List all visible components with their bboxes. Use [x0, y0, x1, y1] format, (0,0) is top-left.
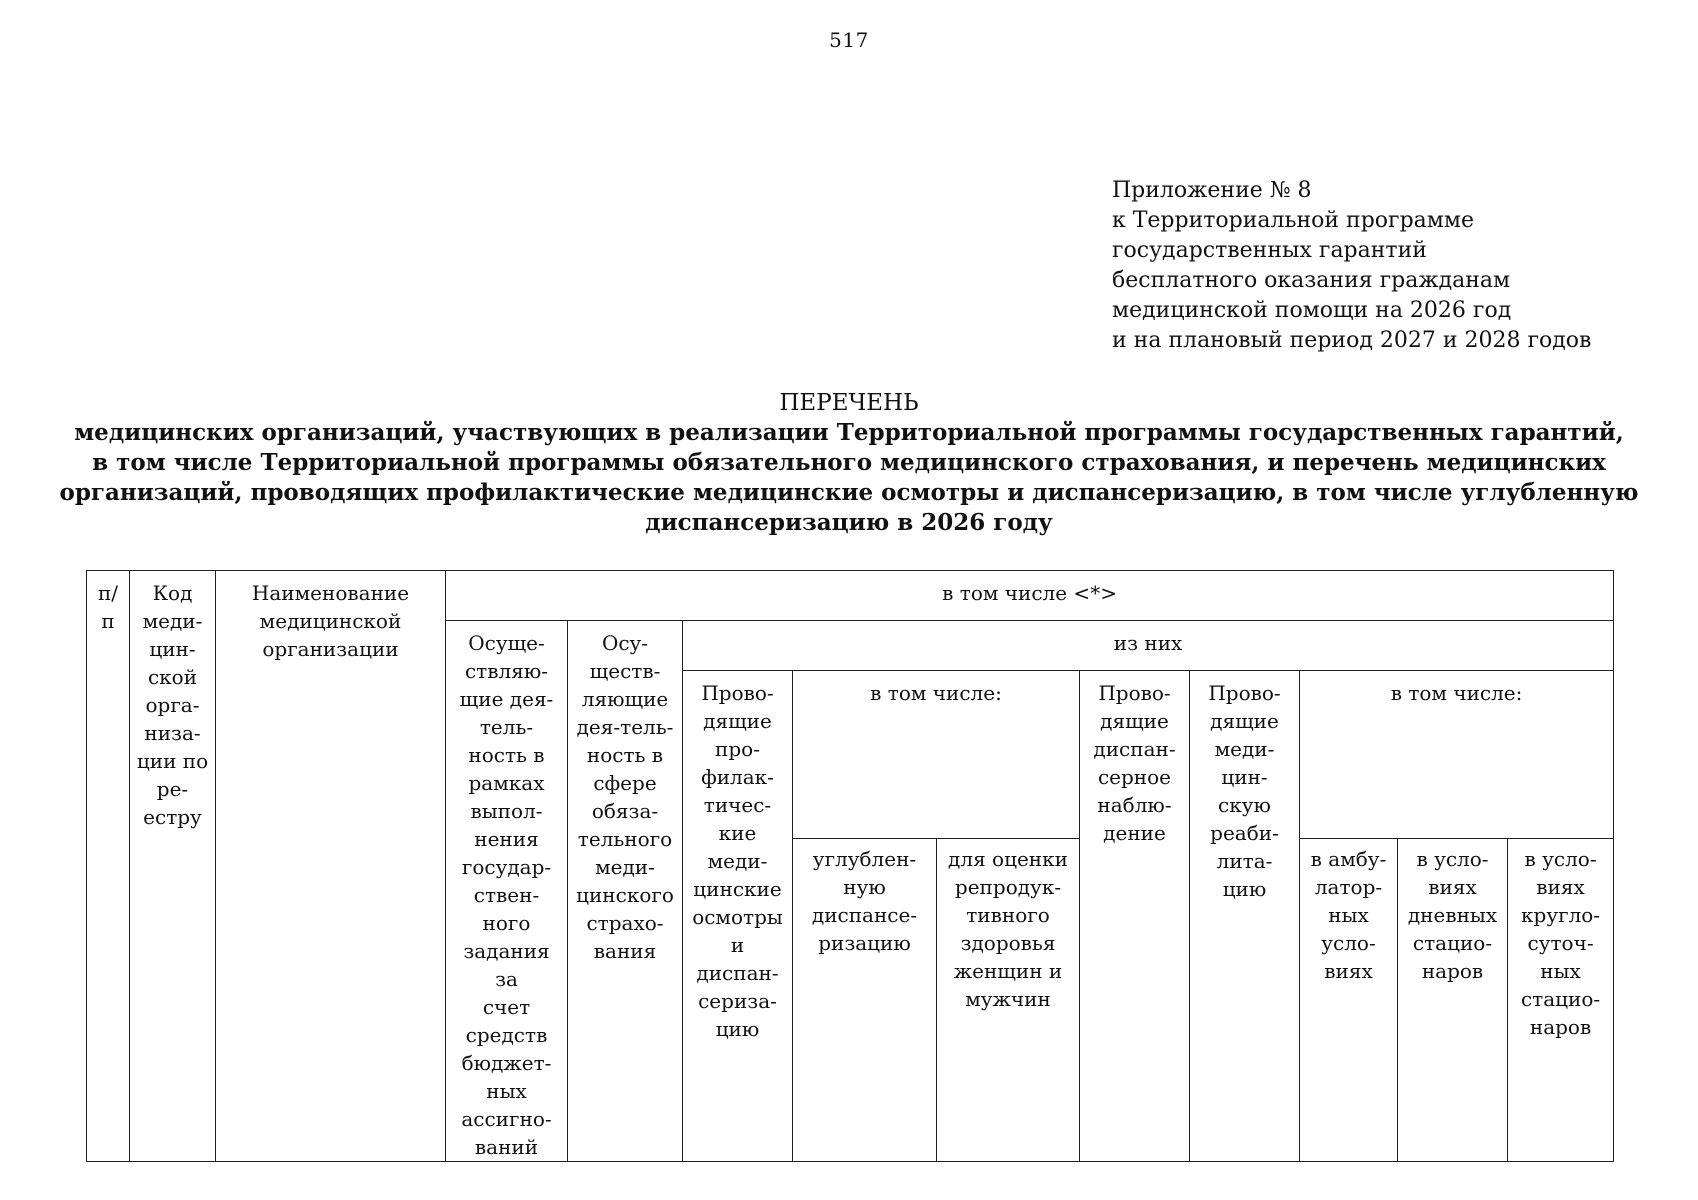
- header-deep-dispensarization: углублен- ную диспансе- ризацию: [793, 839, 937, 1162]
- title-line: в том числе Территориальной программы обязательного медицинского страхования, и перечень медицинских: [92, 449, 1606, 476]
- organizations-table: [86, 570, 1614, 1162]
- header-group-including: в том числе <*>: [446, 571, 1614, 621]
- title-line: организаций, проводящих профилактические медицинские осмотры и диспансеризацию, в том числе углубленную: [59, 479, 1639, 506]
- title-heading: ПЕРЕЧЕНЬ: [779, 390, 919, 416]
- page-number: 517: [829, 28, 869, 52]
- header-rehabilitation: Прово- дящие меди- цин- скую реаби- лита- цию: [1190, 671, 1300, 1162]
- header-day-hospital: в усло- виях дневных стацио- наров: [1398, 839, 1508, 1162]
- header-registry-code: Код меди- цин- ской орга- низа- ции по ре- естру: [130, 571, 216, 1162]
- title-line: медицинских организаций, участвующих в реализации Территориальной программы государственных гарантий,: [74, 419, 1624, 446]
- appendix-line: бесплатного оказания гражданам: [1112, 268, 1511, 293]
- title-line: диспансеризацию в 2026 году: [645, 509, 1053, 536]
- header-row-number: п/ п: [87, 571, 130, 1162]
- appendix-line: государственных гарантий: [1112, 238, 1427, 263]
- header-outpatient: в амбу- латор- ных усло- виях: [1300, 839, 1398, 1162]
- appendix-line: медицинской помощи на 2026 год: [1112, 298, 1512, 323]
- header-preventive-exams: Прово- дящие про- филак- тичес- кие меди- цинские осмотры и диспан- сериза- цию: [683, 671, 793, 1162]
- header-group-of-them: из них: [683, 621, 1614, 671]
- appendix-line: к Территориальной программе: [1112, 208, 1475, 233]
- appendix-line: Приложение № 8: [1112, 178, 1312, 203]
- appendix-line: и на плановый период 2027 и 2028 годов: [1112, 328, 1592, 353]
- header-group-including-rehab: в том числе:: [1300, 671, 1614, 839]
- document-title: [0, 388, 1698, 538]
- header-organization-name: Наименование медицинской организации: [216, 571, 446, 1162]
- header-dispensary-observation: Прово- дящие диспан- серное наблю- дение: [1080, 671, 1190, 1162]
- header-round-clock-hospital: в усло- виях кругло- суточ- ных стацио- наров: [1508, 839, 1614, 1162]
- header-reproductive-health: для оценки репродук- тивного здоровья женщин и мужчин: [937, 839, 1080, 1162]
- appendix-note: [1112, 176, 1591, 356]
- header-budget-assignment: Осуще- ствляю- щие дея- тель- ность в рамках выпол- нения государ- ствен- ного задания за счет средств бюджет- ных ассигно- ваний: [446, 621, 568, 1162]
- header-oms: Осу- ществ- ляющие дея-тель- ность в сфере обяза- тельного меди- цинского страхо- вания: [568, 621, 683, 1162]
- header-group-including-exams: в том числе:: [793, 671, 1080, 839]
